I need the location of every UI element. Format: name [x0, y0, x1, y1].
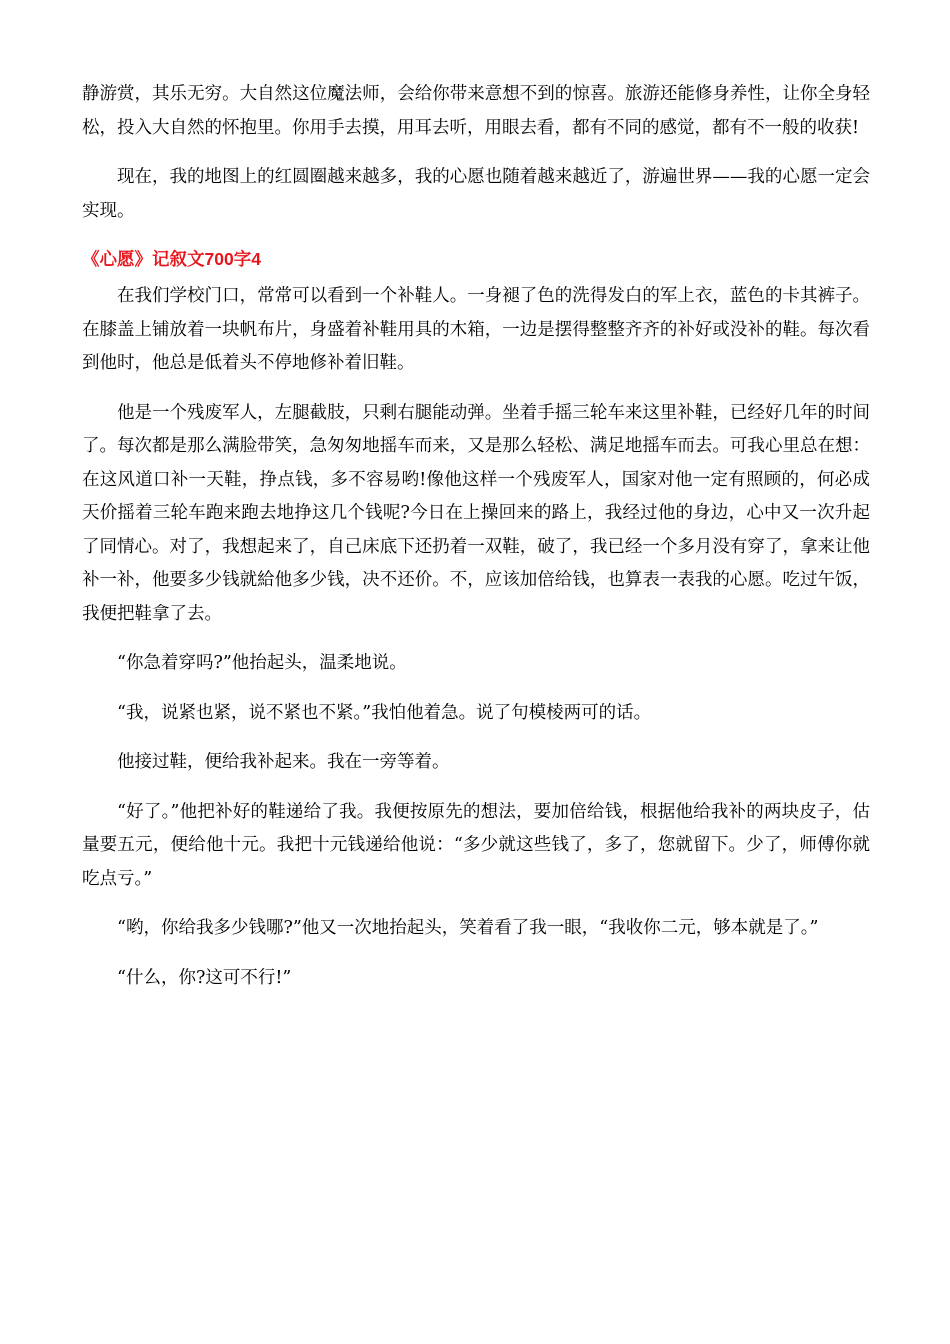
paragraph-7: 他接过鞋，便给我补起来。我在一旁等着。: [117, 752, 450, 772]
paragraph-8: “好了。”他把补好的鞋递给了我。我便按原先的想法，要加倍给钱，根据他给我补的两块皮子，估量要五元，便给他十元。我把十元钱递给他说：“多少就这些钱了，多了，您就留下。少了，师傅你就吃点亏。”: [82, 801, 870, 889]
document-page: [82, 78, 870, 1011]
paragraph-10: “什么，你?这可不行!”: [117, 967, 292, 988]
paragraph-9: “哟，你给我多少钱哪?”他又一次地抬起头，笑着看了我一眼，“我收你二元，够本就是了。”: [117, 918, 819, 938]
paragraph-5: “你急着穿吗?”他抬起头，温柔地说。: [117, 653, 407, 673]
paragraph-3: 在我们学校门口，常常可以看到一个补鞋人。一身褪了色的洗得发白的军上衣，蓝色的卡其裤子。在膝盖上铺放着一块帆布片，身盛着补鞋用具的木箱，一边是摆得整整齐齐的补好或没补的鞋。每次看到他时，他总是低着头不停地修补着旧鞋。: [82, 286, 870, 373]
paragraph-4: 他是一个残废军人，左腿截肢，只剩右腿能动弹。坐着手摇三轮车来这里补鞋，已经好几年的时间了。每次都是那么满脸带笑，急匆匆地摇车而来，又是那么轻松、满足地摇车而去。可我心里总在想：在这风道口补一天鞋，挣点钱，多不容易哟!像他这样一个残废军人，国家对他一定有照顾的，何必成天价摇着三轮车跑来跑去地挣这几个钱呢?今日在上操回来的路上，我经过他的身边，心中又一次升起了同情心。对了，我想起来了，自己床底下还扔着一双鞋，破了，我已经一个多月没有穿了，拿来让他补一补，他要多少钱就給他多少钱，决不还价。不，应该加倍给钱，也算表一表我的心愿。吃过午饭，我便把鞋拿了去。: [82, 402, 870, 624]
paragraph-1: 静游赏，其乐无穷。大自然这位魔法师，会给你带来意想不到的惊喜。旅游还能修身养性，让你全身轻松，投入大自然的怀抱里。你用手去摸，用耳去听，用眼去看，都有不同的感觉，都有不一般的收获!: [82, 84, 870, 138]
paragraph-2: 现在，我的地图上的红圆圈越来越多，我的心愿也随着越来越近了，游遍世界——我的心愿一定会实现。: [82, 167, 870, 221]
section-heading: 《心愿》记叙文700字4: [82, 249, 261, 269]
paragraph-6: “我，说紧也紧，说不紧也不紧。”我怕他着急。说了句模棱两可的话。: [117, 702, 652, 723]
